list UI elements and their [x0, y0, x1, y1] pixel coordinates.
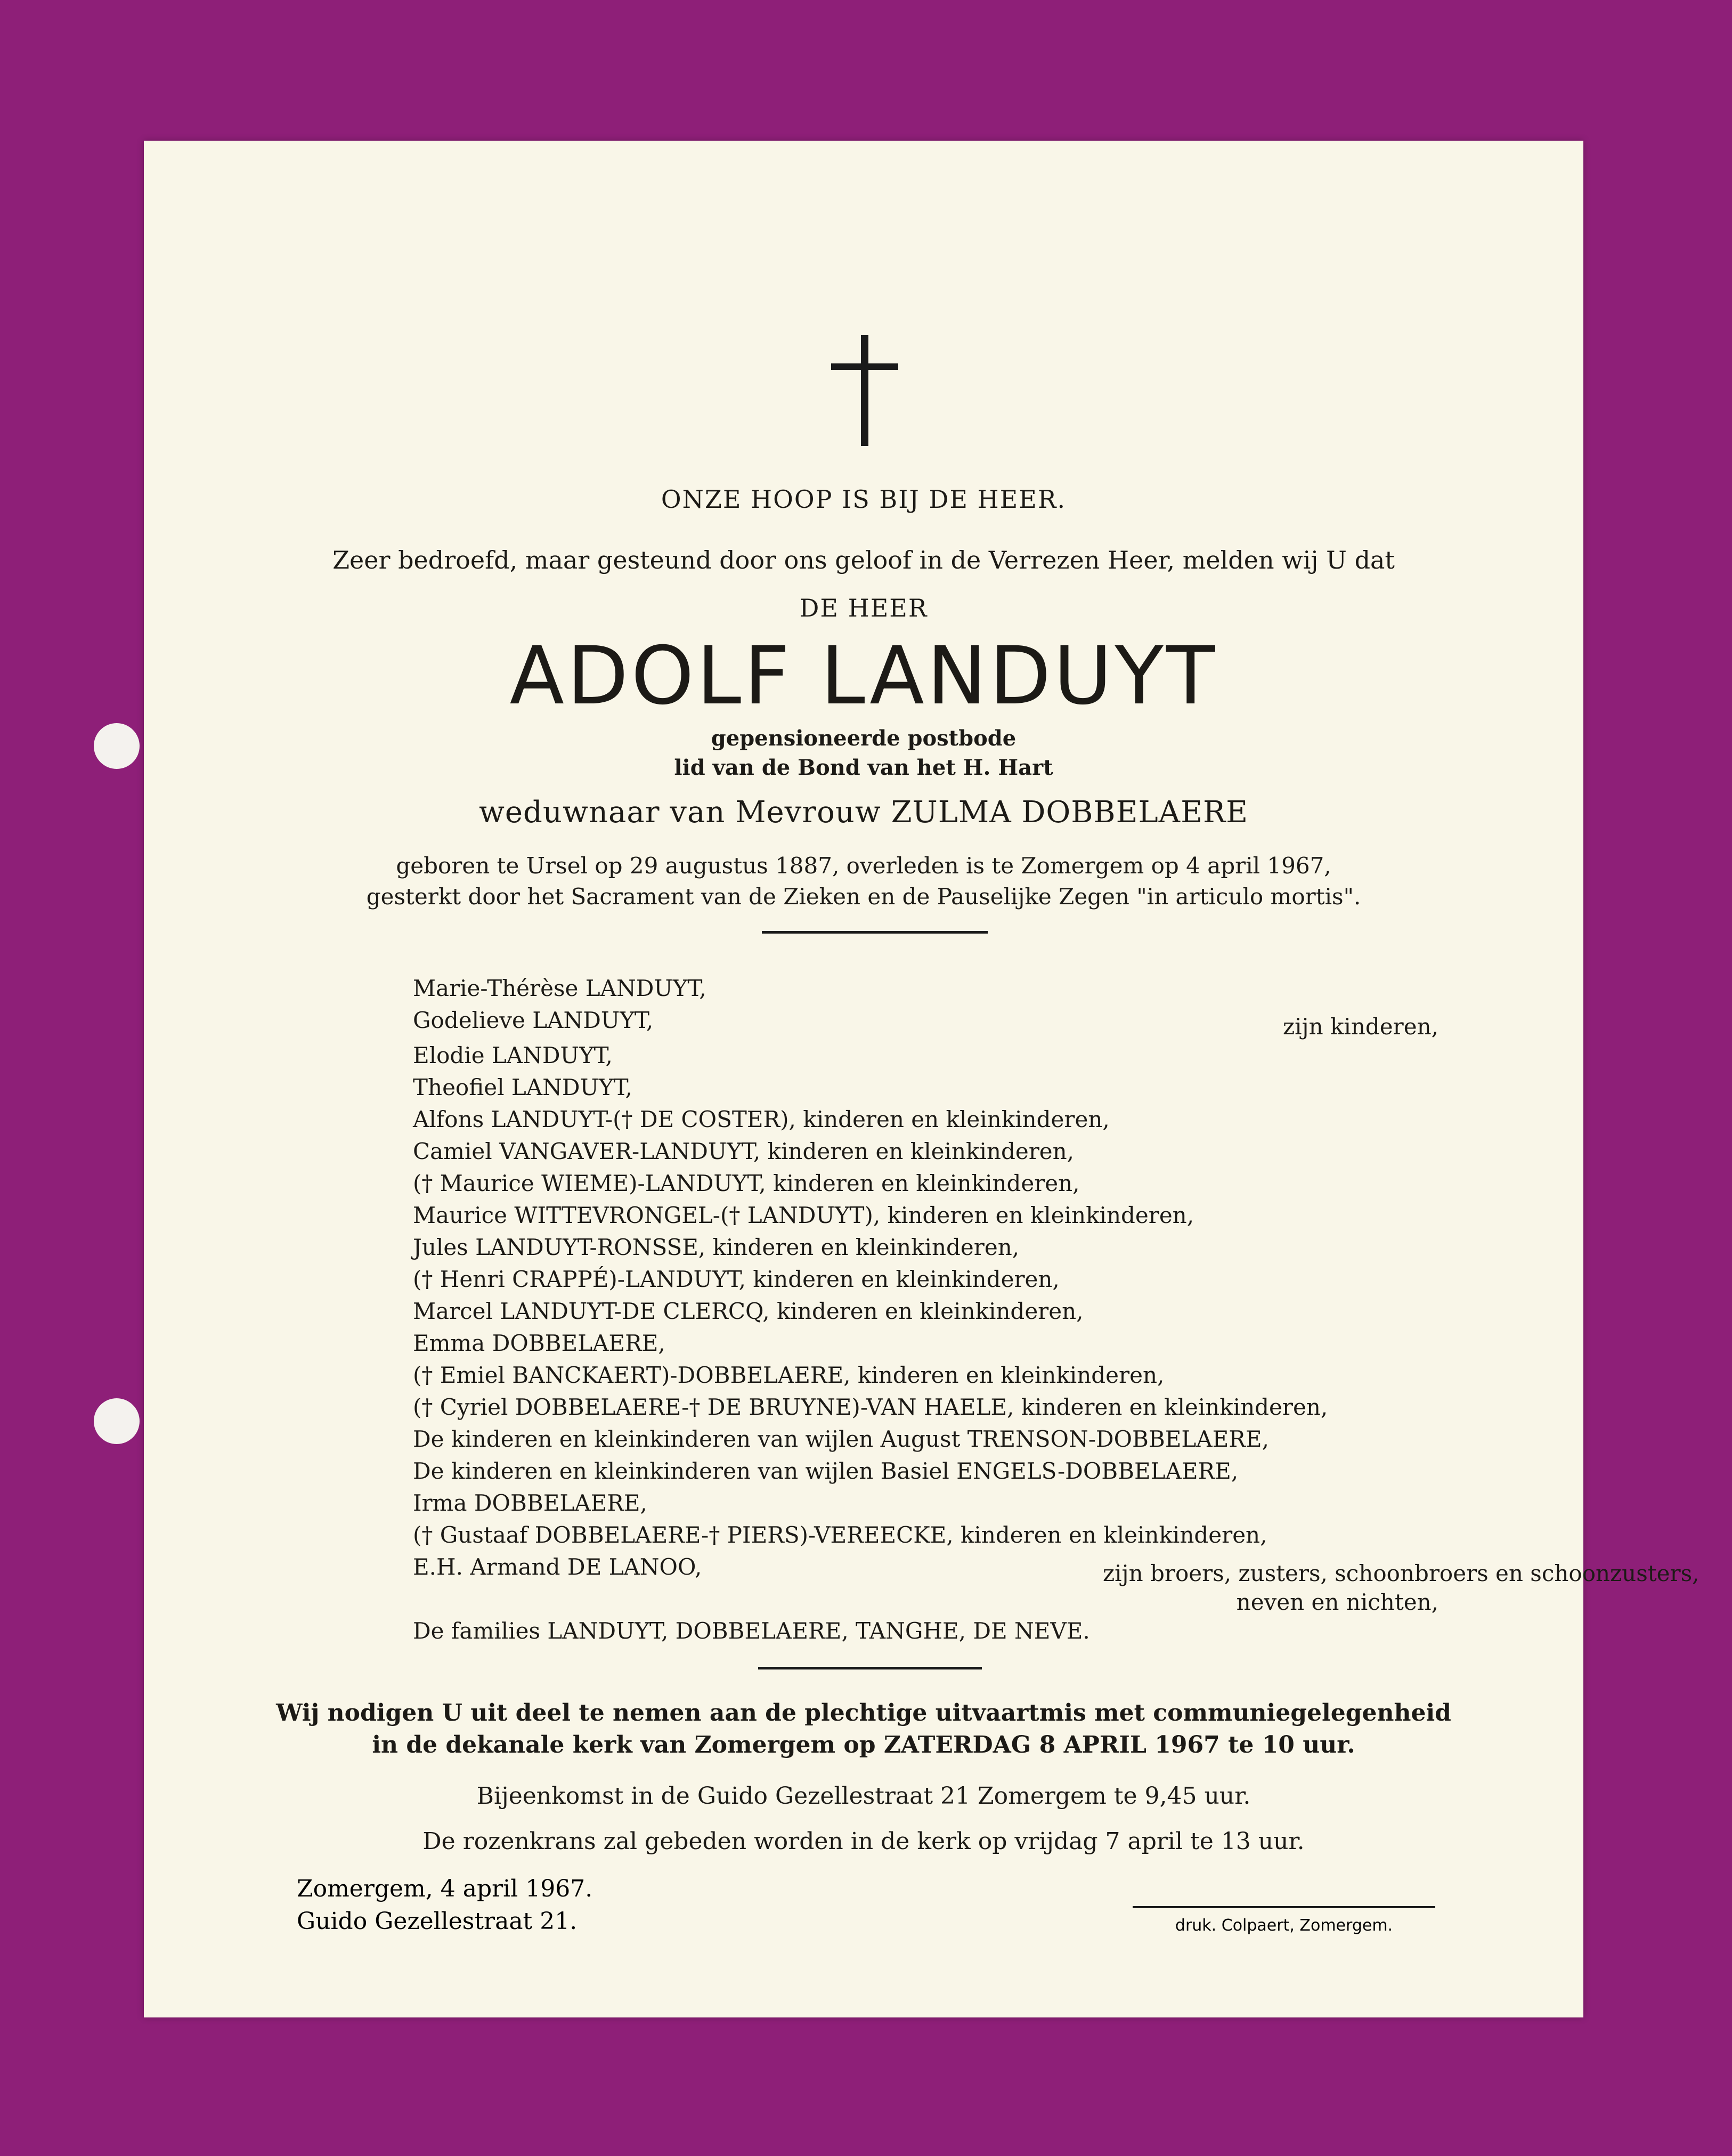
- invitation-line: Wij nodigen U uit deel te nemen aan de plechtige uitvaartmis met communiegelegenheid: [276, 1699, 1451, 1727]
- cross-icon: [861, 335, 868, 446]
- family-line: († Cyriel DOBBELAERE-† DE BRUYNE)-VAN HAELE, kinderen en kleinkinderen,: [413, 1394, 1328, 1420]
- rosary-line: De rozenkrans zal gebeden worden in de kerk op vrijdag 7 april te 13 uur.: [422, 1828, 1305, 1855]
- family-line: Emma DOBBELAERE,: [413, 1330, 665, 1356]
- family-line: Jules LANDUYT-RONSSE, kinderen en kleinkinderen,: [413, 1234, 1020, 1260]
- family-line: Marcel LANDUYT-DE CLERCQ, kinderen en kleinkinderen,: [413, 1298, 1084, 1324]
- intro-text: Zeer bedroefd, maar gesteund door ons geloof in de Verrezen Heer, melden wij U dat: [332, 546, 1395, 574]
- occupation: gepensioneerde postbode: [711, 726, 1017, 751]
- honorific: DE HEER: [799, 594, 928, 622]
- family-line: Marie-Thérèse LANDUYT,: [413, 975, 706, 1001]
- family-line: Irma DOBBELAERE,: [413, 1490, 647, 1516]
- printer-rule: [1133, 1906, 1435, 1908]
- deceased-name: ADOLF LANDUYT: [509, 630, 1218, 723]
- family-line: Camiel VANGAVER-LANDUYT, kinderen en kleinkinderen,: [413, 1138, 1075, 1164]
- gathering-line: Bijeenkomst in de Guido Gezellestraat 21 Zomergem te 9,45 uur.: [476, 1782, 1251, 1810]
- divider: [758, 1667, 982, 1669]
- cousins-note: neven en nichten,: [1236, 1589, 1438, 1615]
- family-line: Elodie LANDUYT,: [413, 1042, 613, 1068]
- family-line: († Henri CRAPPÉ)-LANDUYT, kinderen en kleinkinderen,: [413, 1266, 1060, 1292]
- family-line: († Gustaaf DOBBELAERE-† PIERS)-VEREECKE, kinderen en kleinkinderen,: [413, 1522, 1267, 1548]
- children-note: zijn kinderen,: [1283, 1014, 1438, 1040]
- birth-death-line: geboren te Ursel op 29 augustus 1887, overleden is te Zomergem op 4 april 1967,: [396, 853, 1331, 879]
- family-line: Godelieve LANDUYT,: [413, 1007, 654, 1033]
- family-line: Theofiel LANDUYT,: [413, 1074, 632, 1100]
- family-line: Alfons LANDUYT-(† DE COSTER), kinderen en kleinkinderen,: [413, 1106, 1110, 1132]
- family-line: De kinderen en kleinkinderen van wijlen August TRENSON-DOBBELAERE,: [413, 1426, 1269, 1452]
- printer-credit: druk. Colpaert, Zomergem.: [1175, 1916, 1393, 1935]
- invitation-line: in de dekanale kerk van Zomergem op ZATERDAG 8 APRIL 1967 te 10 uur.: [372, 1731, 1355, 1758]
- binder-hole-top: [94, 723, 140, 769]
- motto: ONZE HOOP IS BIJ DE HEER.: [661, 485, 1067, 514]
- family-line: († Emiel BANCKAERT)-DOBBELAERE, kinderen en kleinkinderen,: [413, 1362, 1165, 1388]
- widower-of: weduwnaar van Mevrouw ZULMA DOBBELAERE: [478, 795, 1249, 830]
- address: Guido Gezellestraat 21.: [297, 1908, 578, 1935]
- membership: lid van de Bond van het H. Hart: [674, 755, 1053, 780]
- divider: [762, 931, 988, 934]
- death-notice-card: [144, 141, 1700, 2017]
- family-line: Maurice WITTEVRONGEL-(† LANDUYT), kinderen en kleinkinderen,: [413, 1202, 1194, 1228]
- cross-icon-bar: [831, 363, 898, 370]
- families-line: De families LANDUYT, DOBBELAERE, TANGHE, DE NEVE.: [413, 1618, 1090, 1644]
- family-line: De kinderen en kleinkinderen van wijlen Basiel ENGELS-DOBBELAERE,: [413, 1458, 1239, 1484]
- family-line: († Maurice WIEME)-LANDUYT, kinderen en kleinkinderen,: [413, 1170, 1080, 1196]
- binder-hole-bottom: [94, 1398, 140, 1444]
- family-line: E.H. Armand DE LANOO,: [413, 1554, 702, 1580]
- place-date: Zomergem, 4 april 1967.: [297, 1875, 593, 1902]
- sacrament-line: gesterkt door het Sacrament van de Zieken en de Pauselijke Zegen "in articulo mortis".: [366, 884, 1361, 910]
- siblings-note: zijn broers, zusters, schoonbroers en schoonzusters,: [1103, 1560, 1700, 1586]
